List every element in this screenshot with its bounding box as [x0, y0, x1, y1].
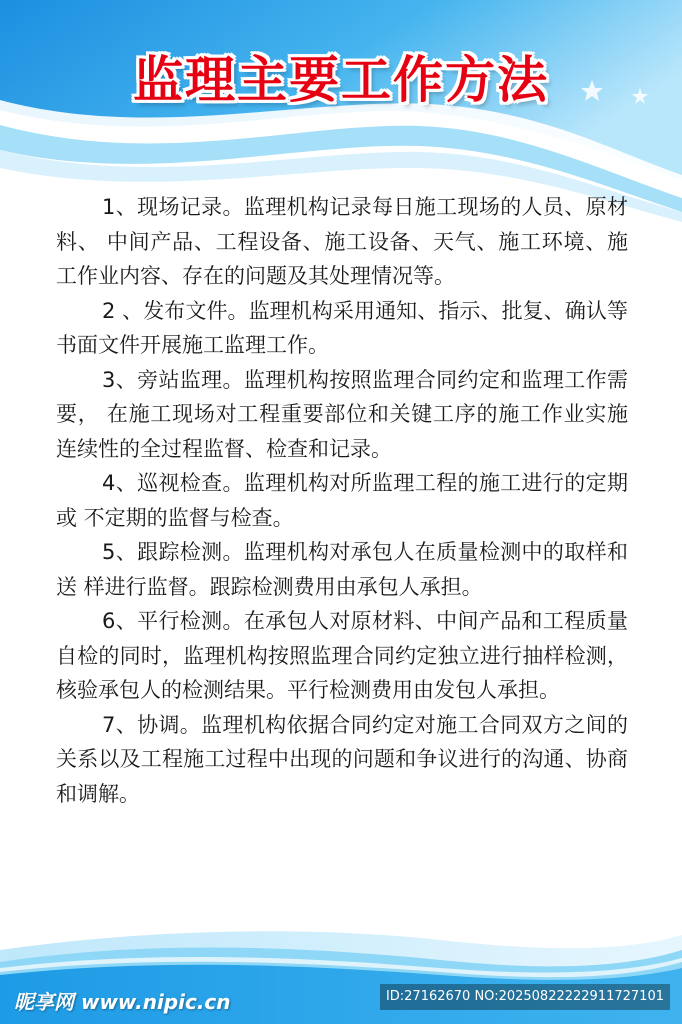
paragraph-1: 1、现场记录。监理机构记录每日施工现场的人员、原材料、 中间产品、工程设备、施工设备、天气、施工环境、施工作业内容、存在的问题及其处理情况等。 — [56, 195, 628, 288]
paragraph-7: 7、协调。监理机构依据合同约定对施工合同双方之间的关系以及工程施工过程中出现的问题和争议进行的沟通、协商和调解。 — [56, 712, 628, 806]
paragraph-5: 5、跟踪检测。监理机构对承包人在质量检测中的取样和送 样进行监督。跟踪检测费用由承包人承担。 — [56, 540, 628, 599]
content-body — [56, 190, 628, 811]
paragraph-2: 2 、发布文件。监理机构采用通知、指示、批复、确认等书面文件开展施工监理工作。 — [56, 298, 628, 357]
id-watermark: ID:27162670 NO:20250822222911727101 — [380, 984, 670, 1010]
paragraph-6: 6、平行检测。在承包人对原材料、中间产品和工程质量自检的同时，监理机构按照监理合同约定独立进行抽样检测，核验承包人的检测结果。平行检测费用由发包人承担。 — [56, 609, 628, 702]
paragraph-3: 3、旁站监理。监理机构按照监理合同约定和监理工作需要， 在施工现场对工程重要部位和关键工序的施工作业实施连续性的全过程监督、检查和记录。 — [56, 367, 628, 461]
paragraph-4: 4、巡视检查。监理机构对所监理工程的施工进行的定期或 不定期的监督与检查。 — [56, 471, 628, 530]
site-watermark: 昵享网 www.nipic.cn — [14, 990, 231, 1014]
poster-title: 监理主要工作方法 — [133, 51, 549, 109]
